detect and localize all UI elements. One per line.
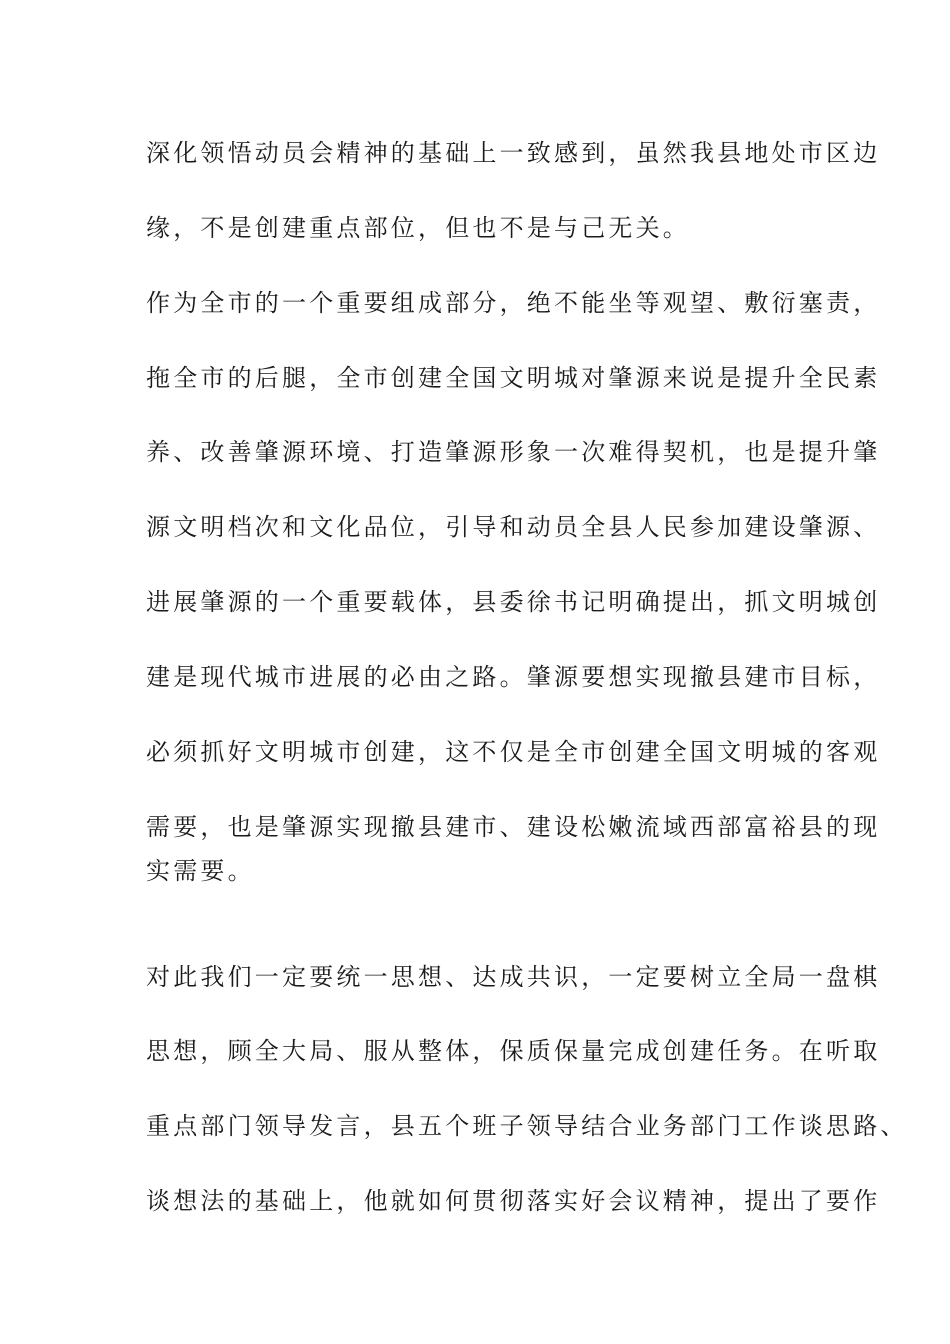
text-line: 对此我们一定要统一思想、达成共识，一定要树立全局一盘棋	[146, 963, 881, 991]
text-line: 拖全市的后腿，全市创建全国文明城对肇源来说是提升全民素	[146, 364, 881, 392]
text-line: 谈想法的基础上，他就如何贯彻落实好会议精神，提出了要作	[146, 1187, 881, 1215]
text-line: 缘，不是创建重点部位，但也不是与己无关。	[146, 214, 690, 242]
text-line: 深化领悟动员会精神的基础上一致感到，虽然我县地处市区边	[146, 139, 881, 167]
text-line: 养、改善肇源环境、打造肇源形象一次难得契机，也是提升肇	[146, 438, 881, 466]
text-line: 建是现代城市进展的必由之路。肇源要想实现撤县建市目标，	[146, 663, 881, 691]
text-line: 源文明档次和文化品位，引导和动员全县人民参加建设肇源、	[146, 513, 881, 541]
text-line: 重点部门领导发言，县五个班子领导结合业务部门工作谈思路、	[146, 1112, 908, 1140]
text-line: 思想，顾全大局、服从整体，保质保量完成创建任务。在听取	[146, 1037, 881, 1065]
text-line: 作为全市的一个重要组成部分，绝不能坐等观望、敷衍塞责，	[146, 289, 881, 317]
text-line: 必须抓好文明城市创建，这不仅是全市创建全国文明城的客观	[146, 738, 881, 766]
text-line: 进展肇源的一个重要载体，县委徐书记明确提出，抓文明城创	[146, 588, 881, 616]
text-line: 实需要。	[146, 857, 255, 885]
text-line: 需要，也是肇源实现撤县建市、建设松嫩流域西部富裕县的现	[146, 813, 881, 841]
